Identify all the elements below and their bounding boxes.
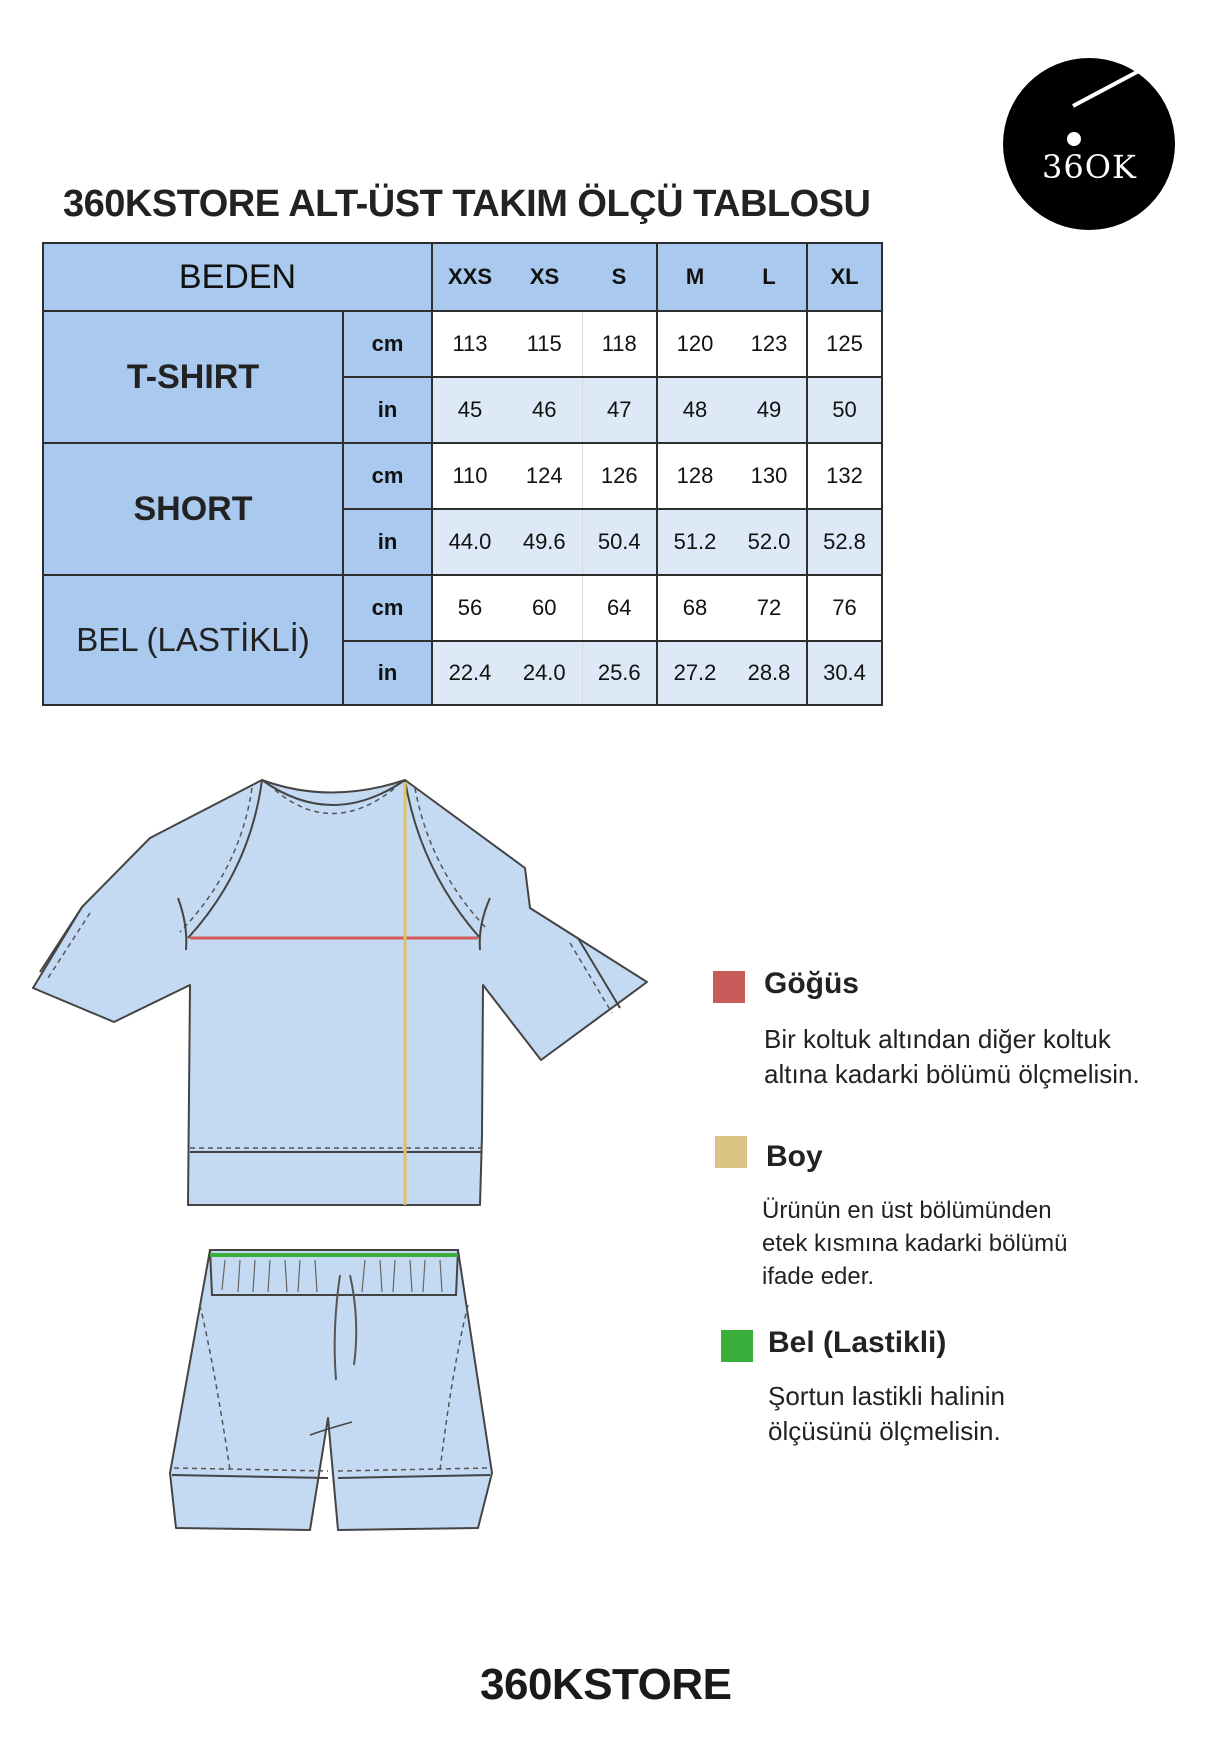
legend-text-length-3: ifade eder. (762, 1263, 875, 1290)
value-cell: 48 (657, 377, 732, 443)
value-cell: 123 (732, 311, 807, 377)
legend-title-waist: Bel (Lastikli) (768, 1326, 947, 1359)
value-cell: 124 (507, 443, 582, 509)
legend-title-length: Boy (766, 1140, 823, 1173)
unit-label: cm (343, 575, 432, 641)
page-title: 360KSTORE ALT-ÜST TAKIM ÖLÇÜ TABLOSU (63, 183, 871, 225)
unit-label: cm (343, 443, 432, 509)
length-color-swatch (715, 1136, 747, 1168)
legend-text-length-1: Ürünün en üst bölümünden (762, 1197, 1052, 1224)
value-cell: 51.2 (657, 509, 732, 575)
value-cell: 46 (507, 377, 582, 443)
value-cell: 52.0 (732, 509, 807, 575)
value-cell: 110 (432, 443, 507, 509)
value-cell: 50.4 (582, 509, 657, 575)
value-cell: 115 (507, 311, 582, 377)
logo-text: 36OK (1042, 148, 1137, 186)
size-header-row (43, 243, 882, 311)
value-cell: 49 (732, 377, 807, 443)
legend-text-chest-2: altına kadarki bölümü ölçmelisin. (764, 1059, 1140, 1089)
shorts-drawing (170, 1250, 492, 1530)
size-m: M (657, 243, 732, 311)
group-label-tshirt: T-SHIRT (43, 311, 343, 443)
value-cell: 52.8 (807, 509, 882, 575)
size-xxs: XXS (432, 243, 507, 311)
tshirt-drawing (33, 780, 647, 1205)
value-cell: 50 (807, 377, 882, 443)
unit-label: in (343, 641, 432, 705)
value-cell: 64 (582, 575, 657, 641)
size-xs: XS (507, 243, 582, 311)
garment-illustration (0, 760, 680, 1560)
table-row (43, 311, 882, 377)
unit-label: in (343, 377, 432, 443)
value-cell: 49.6 (507, 509, 582, 575)
value-cell: 128 (657, 443, 732, 509)
size-s: S (582, 243, 657, 311)
value-cell: 56 (432, 575, 507, 641)
value-cell: 130 (732, 443, 807, 509)
value-cell: 28.8 (732, 641, 807, 705)
value-cell: 118 (582, 311, 657, 377)
beden-header: BEDEN (43, 243, 432, 311)
value-cell: 24.0 (507, 641, 582, 705)
group-label-short: SHORT (43, 443, 343, 575)
value-cell: 125 (807, 311, 882, 377)
table-row (43, 443, 882, 509)
unit-label: cm (343, 311, 432, 377)
value-cell: 30.4 (807, 641, 882, 705)
value-cell: 72 (732, 575, 807, 641)
value-cell: 126 (582, 443, 657, 509)
value-cell: 27.2 (657, 641, 732, 705)
value-cell: 60 (507, 575, 582, 641)
value-cell: 76 (807, 575, 882, 641)
value-cell: 132 (807, 443, 882, 509)
value-cell: 45 (432, 377, 507, 443)
waist-color-swatch (721, 1330, 753, 1362)
value-cell: 25.6 (582, 641, 657, 705)
footer-brand: 360KSTORE (480, 1660, 732, 1709)
value-cell: 68 (657, 575, 732, 641)
value-cell: 47 (582, 377, 657, 443)
logo-dot-icon (1067, 132, 1081, 146)
legend-text-length-2: etek kısmına kadarki bölümü (762, 1230, 1068, 1257)
legend-title-chest: Göğüs (764, 967, 859, 1000)
unit-label: in (343, 509, 432, 575)
legend-text-waist-2: ölçüsünü ölçmelisin. (768, 1416, 1001, 1446)
value-cell: 22.4 (432, 641, 507, 705)
size-l: L (732, 243, 807, 311)
legend-text-chest-1: Bir koltuk altından diğer koltuk (764, 1024, 1111, 1054)
brand-logo (1003, 58, 1175, 230)
value-cell: 44.0 (432, 509, 507, 575)
chest-color-swatch (713, 971, 745, 1003)
legend-text-waist-1: Şortun lastikli halinin (768, 1381, 1006, 1411)
table-row (43, 575, 882, 641)
value-cell: 120 (657, 311, 732, 377)
group-label-bel: BEL (LASTİKLİ) (43, 575, 343, 705)
size-table (42, 242, 883, 706)
value-cell: 113 (432, 311, 507, 377)
size-xl: XL (807, 243, 882, 311)
